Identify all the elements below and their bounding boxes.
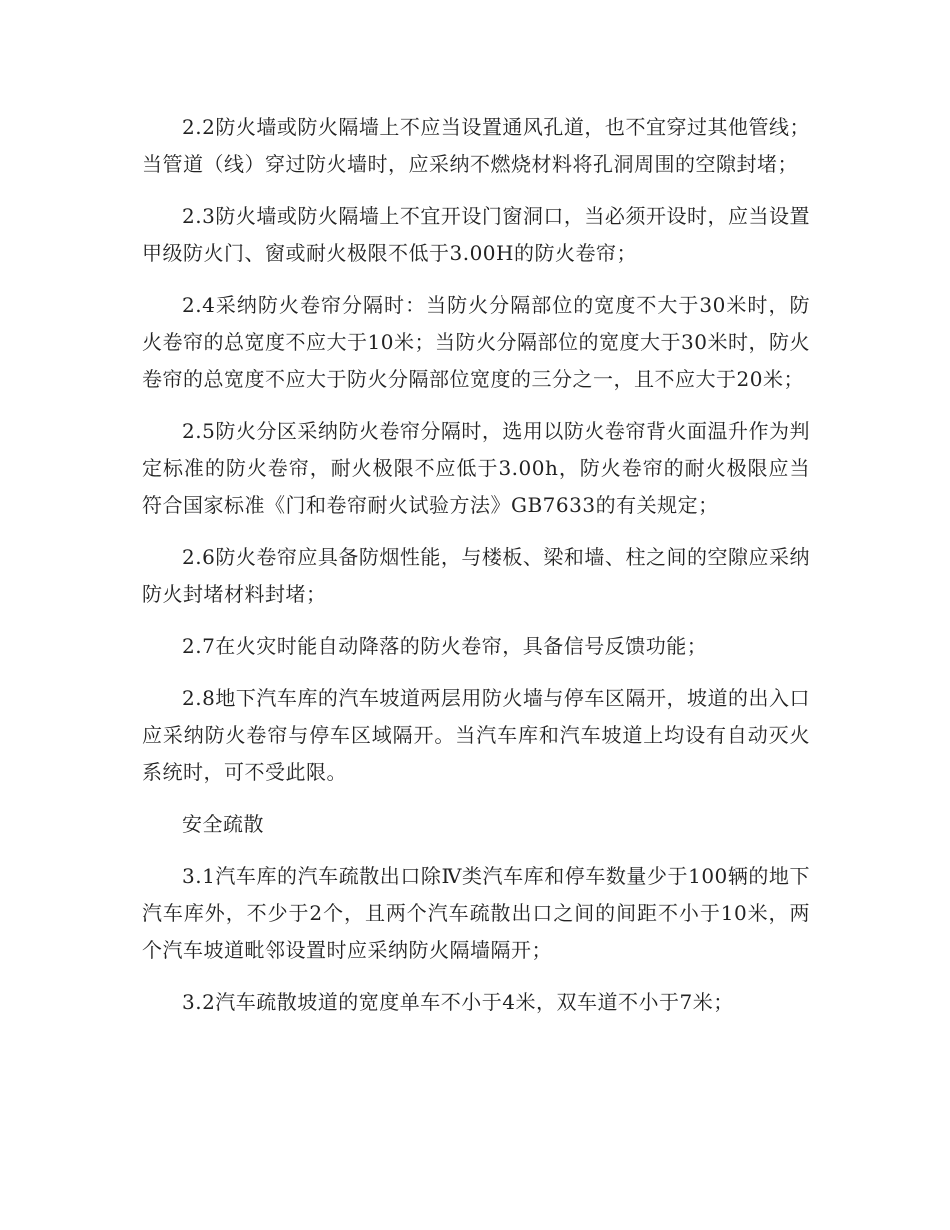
paragraph-3-1: 3.1汽车库的汽车疏散出口除Ⅳ类汽车库和停车数量少于100辆的地下汽车库外，不少于2个，且两个汽车疏散出口之间的间距不小于10米，两个汽车坡道毗邻设置时应采纳防火隔墙隔开； bbox=[142, 864, 810, 962]
paragraph-2-2: 2.2防火墙或防火隔墙上不应当设置通风孔道，也不宜穿过其他管线；当管道（线）穿过防火墙时，应采纳不燃烧材料将孔洞周围的空隙封堵； bbox=[142, 115, 810, 176]
paragraph-2-6: 2.6防火卷帘应具备防烟性能，与楼板、梁和墙、柱之间的空隙应采纳防火封堵材料封堵； bbox=[142, 545, 810, 606]
paragraph-2-8: 2.8地下汽车库的汽车坡道两层用防火墙与停车区隔开，坡道的出入口应采纳防火卷帘与停车区域隔开。当汽车库和汽车坡道上均设有自动灭火系统时，可不受此限。 bbox=[142, 686, 810, 784]
section-heading: 安全疏散 bbox=[182, 812, 264, 836]
paragraph-2-7: 2.7在火灾时能自动降落的防火卷帘，具备信号反馈功能； bbox=[182, 634, 708, 658]
paragraph-2-3: 2.3防火墙或防火隔墙上不宜开设门窗洞口，当必须开设时，应当设置甲级防火门、窗或耐火极限不低于3.00H的防火卷帘； bbox=[142, 204, 810, 265]
document-body bbox=[142, 109, 810, 1036]
paragraph-2-4: 2.4采纳防火卷帘分隔时：当防火分隔部位的宽度不大于30米时，防火卷帘的总宽度不应大于10米；当防火分隔部位的宽度大于30米时，防火卷帘的总宽度不应大于防火分隔部位宽度的三分之一，且不应大于20米； bbox=[142, 293, 810, 391]
paragraph-2-5: 2.5防火分区采纳防火卷帘分隔时，选用以防火卷帘背火面温升作为判定标准的防火卷帘，耐火极限不应低于3.00h，防火卷帘的耐火极限应当符合国家标准《门和卷帘耐火试验方法》GB7633的有关规定； bbox=[142, 419, 810, 517]
paragraph-3-2: 3.2汽车疏散坡道的宽度单车不小于4米，双车道不小于7米； bbox=[182, 990, 734, 1014]
